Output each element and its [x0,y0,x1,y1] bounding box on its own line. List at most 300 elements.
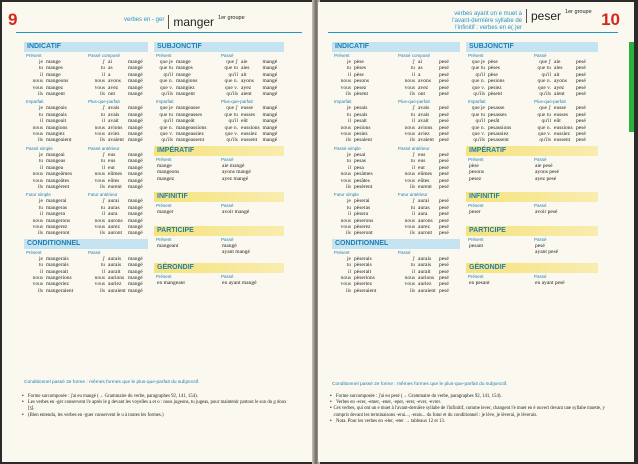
pronoun: nous [94,217,105,224]
tense-label: Passé composé [88,53,121,58]
conjugation-row [466,91,532,97]
pronoun: nous [94,78,105,85]
tense-label: Présent [156,236,172,242]
tense-label: Présent [156,156,172,162]
auxiliary: eus [108,158,116,165]
verb-form: mangeasses [176,111,202,118]
auxiliary: auront [418,230,433,237]
verb-form: mangent [46,91,65,98]
auxiliary: eus [108,151,116,158]
participle: pesé [439,105,449,112]
conjugation-row [396,230,460,236]
verb-form: pesassent [488,137,509,144]
tense-label: Futur simple [26,192,51,198]
participle: mangé [128,217,143,224]
form-row [219,176,284,182]
pronoun: il [411,118,415,125]
pronoun: que n. [537,124,551,131]
conjugation-row [396,137,460,143]
auxiliary: auraient [418,287,436,294]
auxiliary: eut [108,164,115,171]
tense-block [154,209,284,215]
pronoun: nous [32,171,43,178]
participle: mangé [128,164,143,171]
tense-column [219,59,284,97]
auxiliary: avaient [418,137,434,144]
pronoun: ils [345,91,351,98]
verb-form: pèses [354,65,366,72]
conjugation-row [332,91,396,97]
pronoun: que n. [471,78,485,85]
verb-form: ayant mangé [222,248,250,255]
pronoun: il [101,71,105,78]
verb-form: avoir mangé [222,209,250,216]
auxiliary: eussions [554,124,573,131]
verb-form: en ayant mangé [222,280,257,287]
participle: pesé [439,211,449,218]
pronoun: tu [38,65,43,72]
pronoun: vous [94,131,105,138]
auxiliary: avez [418,84,429,91]
bullet: • [22,394,24,399]
pronoun: j' [412,255,415,262]
form-row [219,209,284,215]
tense-column [466,105,532,143]
conjugation-row [532,137,598,143]
auxiliary: eussent [241,137,258,144]
verb-form: mangeais [46,105,67,112]
participle: mangé [262,59,278,65]
pronoun: qu'il [163,71,173,78]
pronoun: j' [102,198,105,205]
pronoun: qu'il [163,118,173,125]
pronoun: que v. [224,131,238,138]
tense-column [532,105,598,143]
form-row [219,280,284,286]
tense-column [219,163,284,182]
auxiliary: aviez [108,131,120,138]
auxiliary: aurai [108,198,119,205]
tense-block [466,163,598,182]
verb-form: pèserez [354,223,371,230]
auxiliary: aurais [418,262,432,269]
conjugation-row [24,91,86,97]
pronoun: vous [32,223,43,230]
auxiliary: eusse [241,105,253,112]
tense-block [332,152,460,190]
auxiliary: eussiez [241,131,257,138]
auxiliary: ayez [241,84,252,91]
pronoun: que tu [471,65,485,72]
participle: pesé [439,158,449,165]
pronoun: nous [32,124,43,131]
verb-form: mangions [46,124,68,131]
auxiliary: auront [108,230,123,237]
tense-label: Imparfait [334,99,352,105]
tense-label: Présent [26,249,42,255]
participle: mangé [128,59,143,65]
header-subtitle: verbes ayant un e muet à l'avant-dernière syllabe de l'infinitif : verbes en e(.)er [452,11,522,31]
footnote-text: Nota. Pour les verbes en -eler, -eter → tableaux 12 et 13. [336,418,446,424]
tense-column [219,280,284,286]
verb-form: mangeasse [176,105,200,112]
auxiliary: avais [108,105,120,112]
tense-column [154,209,219,215]
auxiliary: eûtes [108,177,120,184]
verb-form: pesassiez [488,131,509,138]
auxiliary: auriez [108,281,122,288]
verb-form: pesâmes [354,171,373,178]
verb-form: mangeriez [46,281,69,288]
auxiliary: ait [554,71,560,78]
pronoun: je [39,198,43,205]
auxiliary: ayez [554,84,565,91]
section-band-infinitif: INFINITIF [466,192,598,202]
pronoun: tu [410,204,415,211]
auxiliary: ayons [241,78,254,85]
pronoun: ils [409,230,415,237]
footnote-item [22,413,292,419]
participle: pesé [439,91,449,98]
verb-form: pesaient [354,137,373,144]
tense-label: Passé [221,274,234,280]
auxiliary: aie [554,59,561,65]
section-band-indicatif: INDICATIF [24,42,148,52]
pronoun: vous [94,84,105,91]
pronoun: que j' [539,59,551,65]
participle: mangé [262,124,278,131]
verb-form: pèse [354,59,364,65]
participle: mangé [128,255,143,262]
tense-block [24,198,148,236]
form-row [219,249,284,255]
pronoun: nous [404,171,415,178]
verb-form: pesai [354,151,366,158]
pronoun: vous [404,131,415,138]
verb-form: mangerais [46,255,69,262]
section-band-participe: PARTICIPE [466,226,598,236]
conjugation-row [24,288,86,294]
verb-form: pèseront [354,230,373,237]
verb-form: pesions [488,78,505,85]
participle: pesé [439,84,449,91]
tense-column [24,256,86,294]
conjugation-row [86,184,148,190]
pronoun: tu [346,158,351,165]
participle: mangé [128,183,143,190]
tense-label: Présent [334,53,350,58]
pronoun: il [411,164,415,171]
verb-form: pesons [469,169,484,176]
participle: mangé [128,111,143,118]
participle: mangé [262,71,278,78]
pronoun: vous [340,281,351,288]
auxiliary: avait [418,118,429,125]
header-rule [16,32,302,33]
auxiliary: aies [554,65,563,72]
pronoun: ils [37,91,43,98]
verb-form: pèserons [354,217,374,224]
participle: pesé [576,78,586,85]
participle: mangé [262,91,278,98]
right-page [318,2,634,462]
conjugation-row [219,137,284,143]
conjugation-row [24,137,86,143]
verb-group: 1er groupe [218,15,245,21]
pronoun: que v. [471,131,485,138]
auxiliary: avions [418,124,433,131]
bullet: • [330,400,332,406]
pronoun: tu [410,111,415,118]
participle: mangé [262,131,278,138]
tense-block [466,280,598,286]
verb-form: manges [46,65,63,72]
pronoun: ils [99,230,105,237]
verb-form: aie pesé [535,162,553,169]
pronoun: j' [102,59,105,65]
pronoun: que v. [159,131,173,138]
pronoun: vous [404,223,415,230]
pronoun: nous [340,78,351,85]
verb-form: pesions [354,124,371,131]
tense-column [154,280,219,286]
verb-form: peser [469,209,481,216]
tense-block [154,243,284,256]
verb-form: pèserions [354,274,375,281]
auxiliary: eusses [554,111,569,118]
participle: pesé [439,177,449,184]
participle: pesé [439,137,449,144]
verb-form: pèseraient [354,287,377,294]
pronoun: qu'il [228,71,238,78]
tense-column [332,198,396,236]
section-band-conditionnel: CONDITIONNEL [24,239,148,249]
pronoun: nous [94,124,105,131]
pronoun: il [101,164,105,171]
pronoun: ils [99,137,105,144]
section-band-subjonctif: SUBJONCTIF [154,42,284,52]
tense-label: Passé [221,156,234,162]
pronoun: que n. [159,78,173,85]
pronoun: vous [340,223,351,230]
tense-block [332,256,460,294]
tense-column [24,59,86,97]
tense-column [332,59,396,97]
conjugation-row [332,184,396,190]
pronoun: j' [412,151,415,158]
participle: pesé [439,59,449,65]
tense-label: Plus-que-parfait [398,99,430,105]
pronoun: tu [38,204,43,211]
pronoun: que v. [224,84,238,91]
participle: pesé [439,204,449,211]
tense-label: Présent [334,249,350,255]
pronoun: qu'ils [226,137,238,144]
participle: pesé [576,124,586,131]
pronoun: vous [340,177,351,184]
tense-column [396,198,460,236]
tense-label: Passé [534,53,547,58]
section-band-participe: PARTICIPE [154,226,284,236]
conjugation-row [396,91,460,97]
participle: pesé [439,223,449,230]
conjugation-row [332,137,396,143]
pronoun: nous [32,78,43,85]
pronoun: tu [346,111,351,118]
tense-label: Passé simple [26,145,53,151]
tense-label: Passé [398,249,411,255]
auxiliary: eûmes [418,171,433,178]
auxiliary: auriez [418,281,432,288]
auxiliary: as [418,65,423,72]
auxiliary: avons [418,78,431,85]
pronoun: que v. [159,84,173,91]
tense-column [24,105,86,143]
verb-form: en ayant pesé [535,280,565,287]
tense-column [332,152,396,190]
auxiliary: ait [241,71,247,78]
bullet: • [330,406,332,412]
pronoun: il [347,164,351,171]
conjugation-row [86,230,148,236]
verb-form: mangez [157,175,175,182]
pronoun: nous [32,274,43,281]
auxiliary: aurez [108,223,120,230]
tense-column [532,209,598,215]
participle: mangé [262,105,278,112]
form-row [532,209,598,215]
pronoun: tu [346,65,351,72]
verb-form: mangions [176,78,198,85]
pronoun: que tu [224,65,238,72]
column-subjonctif [466,42,598,289]
tense-column [219,209,284,215]
tense-column [332,256,396,294]
verb-form: mangez [46,84,64,91]
auxiliary: avais [108,111,120,118]
conjugation-row [332,288,396,294]
auxiliary: aura [418,211,428,218]
pronoun: vous [404,84,415,91]
pronoun: que je [159,59,173,65]
participle: pesé [576,91,586,98]
tense-column [154,59,219,97]
pronoun: ils [37,183,43,190]
verb-form: pèsent [488,91,503,98]
pronoun: il [411,71,415,78]
participle: pesé [576,111,586,118]
form-row [532,249,598,255]
pronoun: que n. [224,78,238,85]
auxiliary: aurais [418,255,432,262]
tense-column [154,163,219,182]
pronoun: que je [471,105,485,112]
header-subtitle: verbes en - ger [124,17,165,23]
verb-form: mangeons [46,78,69,85]
auxiliary: avez [108,84,119,91]
pronoun: il [347,118,351,125]
form-row [154,280,219,286]
participle: pesé [439,65,449,72]
pronoun: j' [102,151,105,158]
tense-column [466,209,532,215]
verb-form: mangeas [46,158,66,165]
pronoun: il [39,118,43,125]
participle: pesé [576,71,586,78]
participle: mangé [262,84,278,91]
verb-form: pesasse [488,105,505,112]
conjugation-row [24,230,86,236]
pronoun: il [347,71,351,78]
page-header [442,6,592,32]
pronoun: qu'ils [161,91,173,98]
conjugation-row [24,184,86,190]
tense-column [332,105,396,143]
pronoun: j' [102,255,105,262]
tense-column [532,243,598,256]
pronoun: que j' [226,105,238,112]
verb-form: mangeraient [46,287,74,294]
auxiliary: avais [418,105,430,112]
column-indicatif [24,42,148,296]
pronoun: qu'ils [473,91,485,98]
verb-form: mangerait [46,268,68,275]
tense-column [466,59,532,97]
participle: pesé [439,111,449,118]
participle: pesé [576,84,586,91]
verb-form: pesant [469,242,484,249]
participle: mangé [128,137,143,144]
bullet: • [330,418,332,424]
participle: pesé [439,262,449,269]
pronoun: tu [100,158,105,165]
verb-form: mangiez [176,84,195,91]
pronoun: vous [340,84,351,91]
pronoun: tu [38,262,43,269]
footnotes [22,394,292,419]
tense-label: Présent [156,274,172,280]
pronoun: ils [345,287,351,294]
pronoun: nous [340,124,351,131]
verb-form: ayez pesé [535,175,557,182]
participle: pesé [439,71,449,78]
verb-form: mangeais [46,111,67,118]
pronoun: ils [99,287,105,294]
pronoun: que je [471,59,485,65]
participle: pesé [439,255,449,262]
pronoun: j' [412,105,415,112]
tense-block [154,280,284,286]
auxiliary: a [418,71,421,78]
participle: pesé [439,268,449,275]
pronoun: ils [409,183,415,190]
participle: pesé [576,137,586,144]
verb-form: mangea [46,164,64,171]
participle: mangé [262,65,278,72]
tense-block [24,152,148,190]
tense-column [396,152,460,190]
verb-form: pesé [535,242,545,249]
auxiliary: eûtes [418,177,430,184]
auxiliary: aura [108,211,118,218]
tense-label: Passé simple [334,145,361,151]
auxiliary: aie [241,59,248,65]
form-row [154,176,219,182]
pronoun: vous [32,131,43,138]
verb-form: mangeait [46,118,67,125]
auxiliary: aurons [108,217,123,224]
pronoun: tu [100,65,105,72]
